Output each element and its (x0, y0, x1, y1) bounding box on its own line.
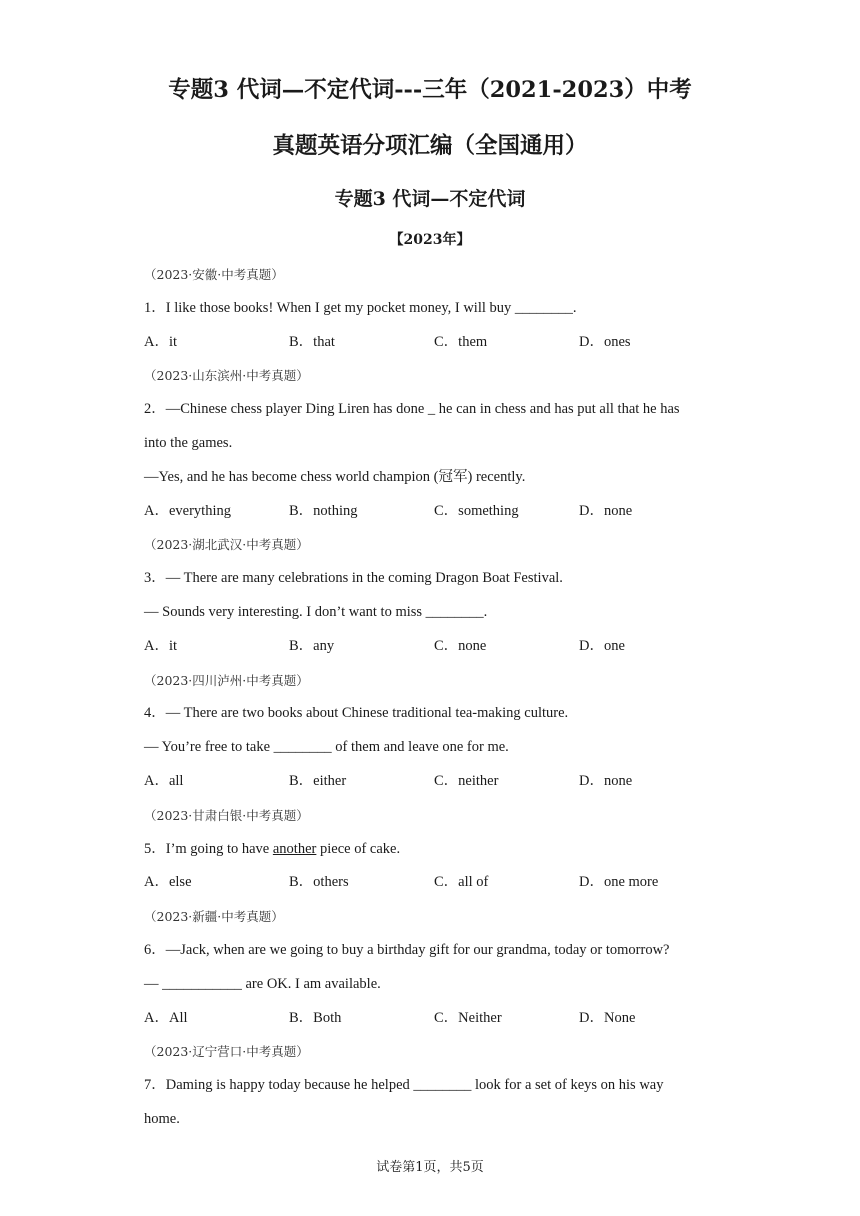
option-c: C．all of (434, 874, 489, 891)
question-source: （2023·甘肃白银·中考真题） (144, 807, 309, 823)
option-b: B．nothing (289, 502, 358, 519)
underlined-word: another (272, 840, 317, 857)
options-row (144, 630, 724, 664)
option-d: D．ones (579, 333, 631, 350)
title-line-2: 真题英语分项汇编（全国通用） (272, 133, 588, 159)
option-b: B．Both (289, 1009, 342, 1026)
question-text-end: piece of cake. (316, 840, 401, 857)
option-b: B．any (289, 637, 335, 654)
title-line-1: 专题3 代词—不定代词---三年（2021-2023）中考 (168, 77, 692, 103)
option-a: A．else (144, 874, 192, 891)
question-source: （2023·安徽·中考真题） (144, 267, 284, 282)
question-text: — ___________ are OK. I am available. (144, 975, 381, 992)
option-d: D．none (579, 772, 633, 789)
question-text: 2．—Chinese chess player Ding Liren has done _ he can in chess and has put all that he has (144, 401, 680, 418)
question-text: 3．— There are many celebrations in the coming Dragon Boat Festival. (144, 570, 563, 587)
option-c: C．something (434, 502, 519, 519)
option-d: D．None (579, 1009, 636, 1026)
question-source: （2023·新疆·中考真题） (144, 909, 284, 925)
page-footer: 试卷第1页，共5页 (376, 1160, 484, 1175)
option-b: B．others (289, 874, 349, 891)
option-a: A．everything (144, 502, 231, 519)
option-c: C．Neither (434, 1009, 502, 1026)
option-d: D．one (579, 637, 625, 654)
question-source: （2023·四川泸州·中考真题） (144, 672, 309, 688)
section-title: 专题3 代词—不定代词 (334, 188, 526, 210)
option-c: C．neither (434, 772, 499, 789)
option-b: B．either (289, 772, 347, 789)
question-text: 1．I like those books! When I get my pocket money, I will buy ________. (144, 299, 577, 316)
question-list (144, 258, 724, 1137)
question-text: home. (144, 1110, 180, 1127)
option-d: D．none (579, 502, 633, 519)
question-source: （2023·湖北武汉·中考真题） (144, 537, 309, 553)
option-d: D．one more (579, 874, 659, 891)
question-source: （2023·山东滨州·中考真题） (144, 368, 309, 384)
options-row (144, 1002, 724, 1036)
option-c: C．them (434, 333, 488, 350)
options-row (144, 765, 724, 799)
option-a: A．it (144, 637, 178, 654)
option-c: C．none (434, 637, 487, 654)
year-heading: 【2023年】 (389, 232, 471, 248)
question-text-start: 5．I’m going to have (144, 840, 273, 857)
question-text: 4．— There are two books about Chinese traditional tea-making culture. (144, 705, 569, 722)
question-text: —Yes, and he has become chess world champion (冠军) recently. (144, 468, 526, 485)
question-text: — Sounds very interesting. I don’t want to miss ________. (144, 603, 488, 620)
question-source: （2023·辽宁营口·中考真题） (144, 1044, 309, 1060)
question-text: 7．Daming is happy today because he helped ________ look for a set of keys on his way (144, 1077, 664, 1094)
document-title (0, 62, 860, 174)
option-a: A．all (144, 772, 184, 789)
question-text (144, 833, 724, 867)
question-text: — You’re free to take ________ of them and leave one for me. (144, 739, 509, 756)
options-row (144, 866, 724, 900)
options-row (144, 495, 724, 529)
option-a: A．All (144, 1009, 188, 1026)
options-row (144, 326, 724, 360)
question-text: 6．—Jack, when are we going to buy a birthday gift for our grandma, today or tomorrow? (144, 941, 670, 958)
option-a: A．it (144, 333, 178, 350)
option-b: B．that (289, 333, 335, 350)
question-text: into the games. (144, 434, 233, 451)
